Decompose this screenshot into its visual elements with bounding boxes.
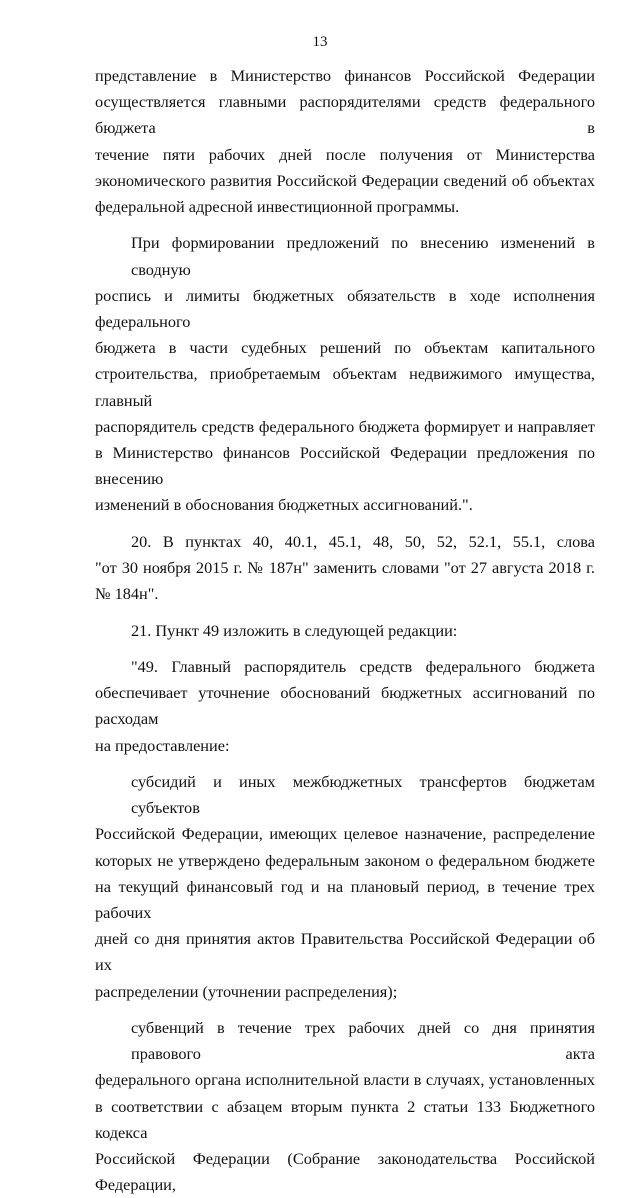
text-line: "49. Главный распорядитель средств федерального бюджета bbox=[131, 657, 595, 677]
text-line: изменений в обоснования бюджетных ассигнований.". bbox=[95, 495, 473, 515]
text-line: № 184н". bbox=[95, 584, 159, 604]
paragraph-gap bbox=[95, 759, 595, 769]
text-line: осуществляется главными распорядителями средств федерального бюджета в bbox=[95, 92, 595, 138]
text-line: 20. В пунктах 40, 40.1, 45.1, 48, 50, 52, 52.1, 55.1, слова bbox=[131, 531, 595, 551]
document-body bbox=[95, 63, 595, 1198]
paragraph-gap bbox=[95, 1005, 595, 1015]
text-line: представление в Министерство финансов Российской Федерации bbox=[95, 66, 595, 85]
text-line: строительства, приобретаемым объектам недвижимого имущества, главный bbox=[95, 364, 595, 410]
text-line: федерального органа исполнительной власти в случаях, установленных bbox=[95, 1070, 595, 1090]
paragraph-gap bbox=[95, 644, 595, 654]
text-line: на предоставление: bbox=[95, 735, 230, 755]
paragraph-gap bbox=[95, 519, 595, 529]
text-line: которых не утверждено федеральным законом о федеральном бюджете bbox=[95, 850, 595, 870]
text-line: на текущий финансовый год и на плановый период, в течение трех рабочих bbox=[95, 876, 595, 923]
text-line: субвенций в течение трех рабочих дней со дня принятия правового акта bbox=[131, 1018, 595, 1064]
paragraph-gap bbox=[95, 607, 595, 617]
text-line: роспись и лимиты бюджетных обязательств в ходе исполнения федерального bbox=[95, 285, 595, 332]
text-line: дней со дня принятия актов Правительства Российской Федерации об их bbox=[95, 929, 595, 975]
text-line: распорядитель средств федерального бюджета формирует и направляет bbox=[95, 416, 595, 436]
text-line: При формировании предложений по внесению изменений в сводную bbox=[131, 233, 595, 279]
text-line: в Министерство финансов Российской Федерации предложения по внесению bbox=[95, 443, 595, 489]
text-line: бюджета в части судебных решений по объектам капитального bbox=[95, 338, 595, 358]
text-line: Российской Федерации (Собрание законодательства Российской Федерации, bbox=[95, 1149, 595, 1195]
text-line: распределении (уточнении распределения); bbox=[95, 981, 398, 1001]
text-line: течение пяти рабочих дней после получения от Министерства bbox=[95, 144, 595, 164]
text-line: 21. Пункт 49 изложить в следующей редакции: bbox=[131, 620, 458, 640]
page-number: 13 bbox=[312, 34, 328, 50]
text-line: обеспечивает уточнение обоснований бюджетных ассигнований по расходам bbox=[95, 683, 595, 729]
text-line: "от 30 ноября 2015 г. № 187н" заменить словами "от 27 августа 2018 г. bbox=[95, 558, 595, 578]
text-line: Российской Федерации, имеющих целевое назначение, распределение bbox=[95, 824, 595, 844]
text-line: экономического развития Российской Федерации сведений об объектах bbox=[95, 170, 595, 190]
text-line: субсидий и иных межбюджетных трансфертов бюджетам субъектов bbox=[131, 772, 595, 818]
text-line: федеральной адресной инвестиционной программы. bbox=[95, 197, 460, 217]
text-line: в соответствии с абзацем вторым пункта 2 статьи 133 Бюджетного кодекса bbox=[95, 1096, 595, 1142]
paragraph-gap bbox=[95, 220, 595, 230]
